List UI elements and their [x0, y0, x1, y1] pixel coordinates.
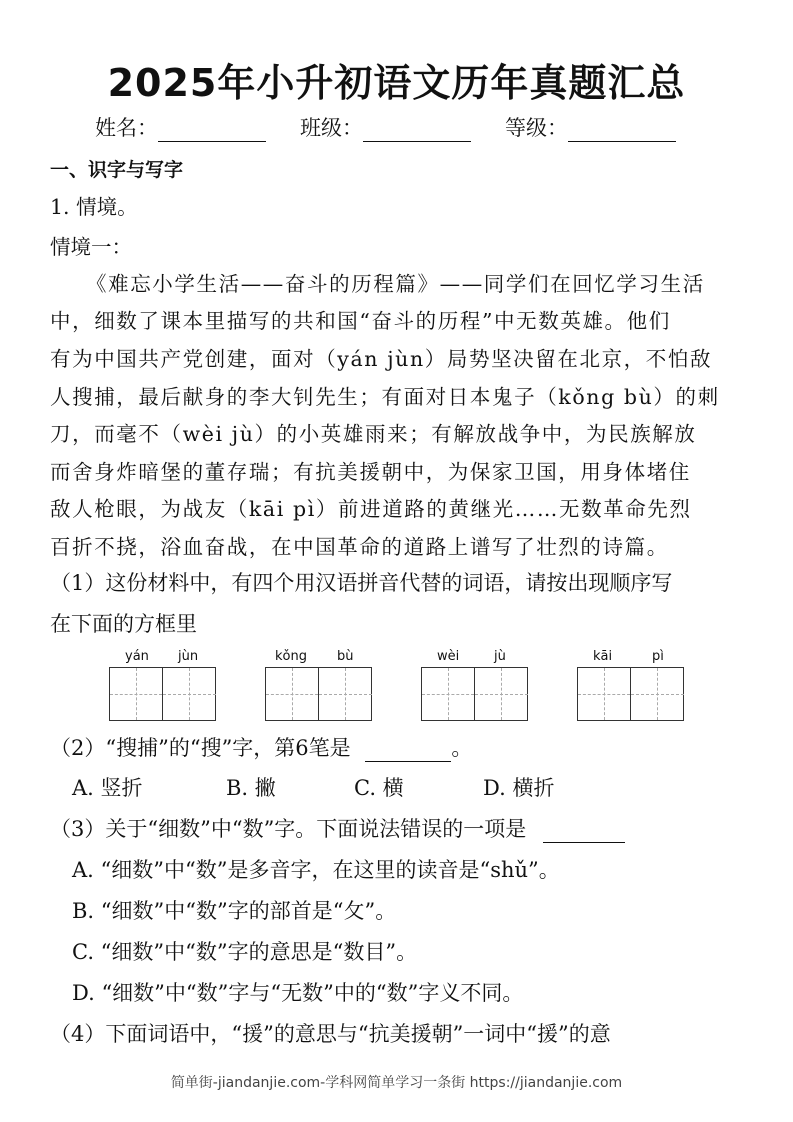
sub-question-1-line2: 在下面的方框里: [50, 612, 197, 636]
option-d[interactable]: D. “细数”中“数”字与“无数”中的“数”字义不同。: [72, 981, 524, 1005]
writing-cell[interactable]: [475, 668, 528, 720]
answer-blank[interactable]: [365, 737, 451, 762]
pinyin-label: yán: [125, 649, 149, 664]
footer-watermark: 简单街-jiandanjie.com-学科网简单学习一条街 https://jiandanjie.com: [170, 1075, 623, 1091]
passage-line: 敌人枪眼，为战友（kāi pì）前进道路的黄继光……无数革命先烈: [50, 497, 692, 521]
writing-cell[interactable]: [266, 668, 319, 720]
sub-question-1-line1: （1）这份材料中，有四个用汉语拼音代替的词语，请按出现顺序写: [50, 571, 673, 595]
passage-line: 而舍身炸暗堡的董存瑞；有抗美援朝中，为保家卫国，用身体堵住: [50, 460, 691, 484]
page-title: 2025年小升初语文历年真题汇总: [107, 61, 686, 105]
scene-label: 情境一：: [50, 235, 132, 259]
pinyin-label: jùn: [178, 649, 199, 664]
sub-question-3-stem: （3）关于“细数”中“数”字。下面说法错误的一项是: [50, 817, 527, 841]
grade-label: 等级：: [505, 116, 568, 140]
writing-cell[interactable]: [110, 668, 163, 720]
option-c[interactable]: C. “细数”中“数”字的意思是“数目”。: [72, 940, 418, 964]
passage-line: 人搜捕，最后献身的李大钊先生；有面对日本鬼子（kǒng bù）的刺: [50, 385, 720, 409]
writing-box[interactable]: [265, 667, 372, 721]
class-label: 班级：: [300, 116, 363, 140]
writing-box[interactable]: [577, 667, 684, 721]
class-field[interactable]: [300, 112, 471, 142]
passage-line: 刀，而毫不（wèi jù）的小英雄雨来；有解放战争中，为民族解放: [50, 422, 697, 446]
writing-cell[interactable]: [631, 668, 684, 720]
passage-line: 百折不挠，浴血奋战，在中国革命的道路上谱写了壮烈的诗篇。: [50, 535, 669, 559]
sub-question-4: （4）下面词语中，“援”的意思与“抗美援朝”一词中“援”的意: [50, 1022, 611, 1046]
sub-question-2-end: 。: [451, 736, 473, 760]
sub-question-3: [50, 813, 625, 843]
name-blank[interactable]: [158, 117, 266, 142]
answer-blank[interactable]: [543, 818, 625, 843]
pinyin-label: jù: [494, 649, 506, 664]
option-a[interactable]: A. “细数”中“数”是多音字，在这里的读音是“shǔ”。: [72, 858, 560, 882]
grade-blank[interactable]: [568, 117, 676, 142]
writing-box[interactable]: [109, 667, 216, 721]
option-a[interactable]: A. 竖折: [72, 776, 143, 800]
question-label: 1. 情境。: [50, 195, 138, 219]
name-label: 姓名：: [95, 116, 158, 140]
passage-line: 中，细数了课本里描写的共和国“奋斗的历程”中无数英雄。他们: [50, 309, 671, 333]
sub-question-2-stem: （2）“搜捕”的“搜”字，第6笔是: [50, 736, 351, 760]
writing-cell[interactable]: [578, 668, 631, 720]
option-d[interactable]: D. 横折: [483, 776, 555, 800]
option-b[interactable]: B. “细数”中“数”字的部首是“攵”。: [72, 899, 397, 923]
name-field[interactable]: [95, 112, 266, 142]
writing-cell[interactable]: [319, 668, 372, 720]
writing-box[interactable]: [421, 667, 528, 721]
option-c[interactable]: C. 横: [354, 776, 404, 800]
pinyin-label: pì: [652, 649, 664, 664]
writing-cell[interactable]: [422, 668, 475, 720]
pinyin-label: wèi: [437, 649, 460, 664]
pinyin-label: kāi: [593, 649, 613, 664]
passage-line: 《难忘小学生活——奋斗的历程篇》——同学们在回忆学习生活: [86, 272, 705, 296]
grade-field[interactable]: [505, 112, 676, 142]
passage-line: 有为中国共产党创建，面对（yán jùn）局势坚决留在北京，不怕敌: [50, 347, 713, 371]
pinyin-label: bù: [337, 649, 354, 664]
section-heading: 一、识字与写字: [50, 159, 184, 181]
writing-cell[interactable]: [163, 668, 216, 720]
pinyin-label: kǒng: [275, 649, 307, 664]
sub-question-2: [50, 732, 472, 762]
option-b[interactable]: B. 撇: [226, 776, 276, 800]
class-blank[interactable]: [363, 117, 471, 142]
